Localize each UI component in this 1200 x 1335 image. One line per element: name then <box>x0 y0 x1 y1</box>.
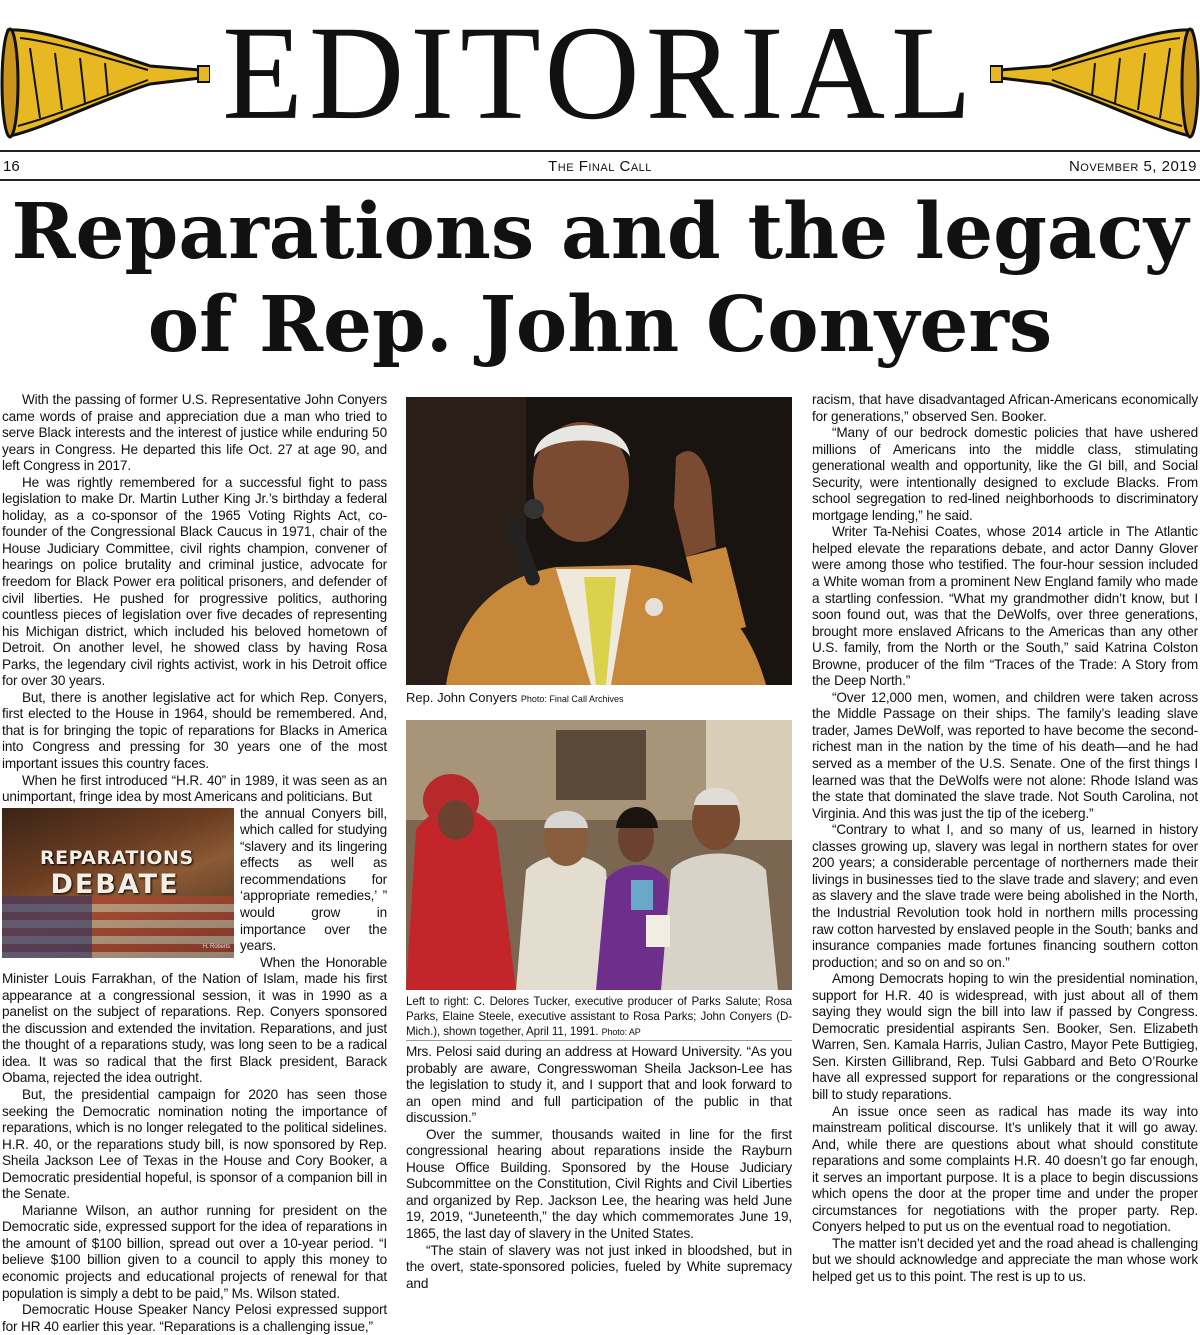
page-number: 16 <box>3 158 20 175</box>
headline-line-1: Reparations and the legacy <box>11 187 1189 277</box>
paragraph: Democratic House Speaker Nancy Pelosi expressed support for HR 40 earlier this year. “Reparations is a challenging issue,” <box>2 1302 387 1334</box>
folio-line <box>0 156 1200 178</box>
debate-image-line-2: DEBATE <box>50 868 180 900</box>
paragraph: the annual Conyers bill, which called for studying “slavery and its lingering effects as well as recommendations for ‘appropriate remedies,’ ” would grow in importance over the years. <box>240 805 387 954</box>
paragraph: When the Honorable Minister Louis Farrakhan, of the Nation of Islam, made his first appearance at a congressional session, it was in 1990 as a panelist on the subject of reparations. Rep. Conyers sponsored the discussion and extended the invitation. Reparations, and just the thought of a reparations study, was long seen to be a radical idea. It was so radical that the first Black president, Barack Obama, rejected the idea outright. <box>2 954 387 1086</box>
paragraph: With the passing of former U.S. Representative John Conyers came words of praise and appreciation due a man who tried to serve Black interests and the interest of justice while enduring 50 years in Congress. He departed this life Oct. 27 at age 90, and left Congress in 2017. <box>2 392 387 474</box>
debate-image-label <box>40 846 194 900</box>
caption-text: Rep. John Conyers <box>406 690 518 705</box>
debate-image-line-1: REPARATIONS <box>40 846 194 869</box>
publication-name: The Final Call <box>548 158 652 175</box>
article-column-left <box>2 392 387 1335</box>
headline-line-2: of Rep. John Conyers <box>147 280 1053 370</box>
paragraph: Among Democrats hoping to win the presidential nomination, support for H.R. 40 is widespread, with just about all of them saying they would sign the bill into law if passed by Congress. Democratic presidential aspirants Sen. Booker, Sen. Elizabeth Warren, Sen. Kamala Harris, Julian Castro, Mayor Pete Buttigieg, Sen. Kirsten Gillibrand, Rep. Tulsi Gabbard and Beto O’Rourke have all expressed support for reparations or the congressional bill to study reparations. <box>812 971 1198 1102</box>
paragraph: He was rightly remembered for a successful fight to pass legislation to make Dr. Martin Luther King Jr.’s birthday a federal holiday, as a co-sponsor of the 1965 Voting Rights Act, co-founder of the Congressional Black Caucus in 1971, chair of the House Judiciary Committee, civil rights champion, convener of hearings on police brutality and criminal justice, advocate for freedom for Black Power era political prisoners, and defender of civil liberties. He pushed for progressive politics, authoring countless pieces of legislation over five decades of representing his Michigan district, which included his beloved hometown of Detroit. On another level, he showed class by having Rosa Parks, the legendary civil rights activist, work in his Detroit office for over 30 years. <box>2 474 387 689</box>
paragraph: Mrs. Pelosi said during an address at Howard University. “As you probably are aware, Congresswoman Sheila Jackson-Lee has the legislation to study it, and I support that and look forward to an open mind and full participation of the public in that discussion.” <box>406 1044 792 1126</box>
debate-image-credit: H. Roberts <box>202 944 230 951</box>
flag-canton <box>2 896 92 958</box>
paragraph: Marianne Wilson, an author running for president on the Democratic side, expressed support for the idea of reparations in the amount of $100 billion, spread out over a 10-year period. “I believe $100 billion given to a council to apply this money to economic projects and educational projects of renewal for that population is simply a debt to be paid,” Ms. Wilson stated. <box>2 1202 387 1301</box>
masthead <box>0 0 1200 150</box>
photo-caption <box>406 994 792 1040</box>
paragraph: Writer Ta-Nehisi Coates, whose 2014 article in The Atlantic helped elevate the reparations debate, and actor Danny Glover were among those who testified. The four-hour session included a White woman from a prominent New England family who made a startling confession. “What my grandmother didn’t know, but I soon found out, was that the DeWolfs, over three generations, brought more enslaved Africans to the Americas than any other U.S. family, from the North or the South,” said Katrina Colston Browne, producer of the film “Traces of the Trade: A Story from the Deep North.” <box>812 524 1198 689</box>
folio-rule <box>0 179 1200 181</box>
reparations-debate-image <box>2 808 234 958</box>
paragraph: racism, that have disadvantaged African-Americans economically for generations,” observed Sen. Booker. <box>812 392 1198 424</box>
trumpet-right-icon <box>990 8 1200 148</box>
paragraph: “Many of our bedrock domestic policies that have ushered millions of Americans into the middle class, stimulating generational wealth and opportunity, like the GI bill, and Social Security, were intentionally designed to exclude Blacks. From school segregation to red-lined neighborhoods to discriminatory mortgage lending,” he said. <box>812 425 1198 523</box>
article-column-right <box>812 392 1198 1286</box>
paragraph: “Contrary to what I, and so many of us, learned in history classes growing up, slavery was legal in northern states for over 200 years; a considerable percentage of northerners made their livings in businesses tied to the slave trade and slavery; and even as slavery and the slave trade were being abolished in the North, the Industrial Revolution took hold in northern mills processing raw cotton harvested by enslaved people in the South; banks and insurance companies made fortunes financing southern cotton production; and so on and so on.” <box>812 822 1198 970</box>
caption-divider <box>406 1040 792 1041</box>
conyers-photo <box>406 397 792 685</box>
paragraph: “The stain of slavery was not just inked in bloodshed, but in the overt, state-sponsored policies, fueled by White supremacy and <box>406 1242 792 1291</box>
photo-credit: Photo: Final Call Archives <box>520 694 624 704</box>
paragraph: “Over 12,000 men, women, and children were taken across the Middle Passage on their ships. The family’s leading slave trader, James DeWolf, was reported to have become the second-richest man in the nation by the time of his death—and he had served as a member of the U.S. Senate. One of the first things I learned was that the DeWolfs were not alone: Rhode Island was the state that dominated the slave trade. Not South Carolina, not Virginia. And this was just the tip of the iceberg.” <box>812 689 1198 821</box>
issue-date: November 5, 2019 <box>1068 158 1197 175</box>
photo-credit: Photo: AP <box>601 1027 641 1037</box>
masthead-title: EDITORIAL <box>222 0 978 148</box>
paragraph: But, there is another legislative act for which Rep. Conyers, first elected to the House in 1964, should be remembered. And, that is for bringing the topic of reparations for Blacks in America into Congress and pressing for 30 years one of the most important issues this country faces. <box>2 689 387 772</box>
paragraph: But, the presidential campaign for 2020 has seen those seeking the Democratic nomination noting the importance of reparations, which is no longer relegated to the political sidelines. H.R. 40, or the reparations study bill, is now sponsored by Rep. Sheila Jackson Lee of Texas in the House and Cory Booker, a Democratic presidential hopeful, is sponsor of a companion bill in the Senate. <box>2 1086 387 1202</box>
paragraph: Over the summer, thousands waited in line for the first congressional hearing about reparations inside the Rayburn House Office Building. Sponsored by the House Judiciary Subcommittee on the Constitution, Civil Rights and Civil Liberties and organized by Rep. Jackson Lee, the hearing was held June 19, 2019, “Juneteenth,” the day which commemorates June 19, 1865, the last day of slavery in the United States. <box>406 1126 792 1242</box>
group-photo <box>406 720 792 990</box>
masthead-rule <box>0 150 1200 152</box>
paragraph: An issue once seen as radical has made its way into mainstream political discourse. It’s unlikely that it will go away. And, while there are questions about what should constitute reparations and some complaints H.R. 40 doesn’t go far enough, it serves an important purpose. It is a place to begin discussions which opens the door at the proper time and under the proper circumstances for negotiations with the proper party. Rep. Conyers helped to put us on the eventual road to negotiation. <box>812 1103 1198 1235</box>
photo-caption <box>406 690 792 707</box>
paragraph: When he first introduced “H.R. 40” in 1989, it was seen as an unimportant, fringe idea by most Americans and politicians. But <box>2 772 387 805</box>
headline <box>0 186 1200 372</box>
article-column-middle <box>406 1044 792 1292</box>
caption-text: Left to right: C. Delores Tucker, executive producer of Parks Salute; Rosa Parks, Elaine Steele, executive assistant to Rosa Parks; John Conyers (D-Mich.), shown together, April 11, 1991. <box>406 995 792 1038</box>
paragraph: The matter isn’t decided yet and the road ahead is challenging but we should acknowledge and appreciate the man whose work helped get us to this point. The rest is up to us. <box>812 1235 1198 1284</box>
